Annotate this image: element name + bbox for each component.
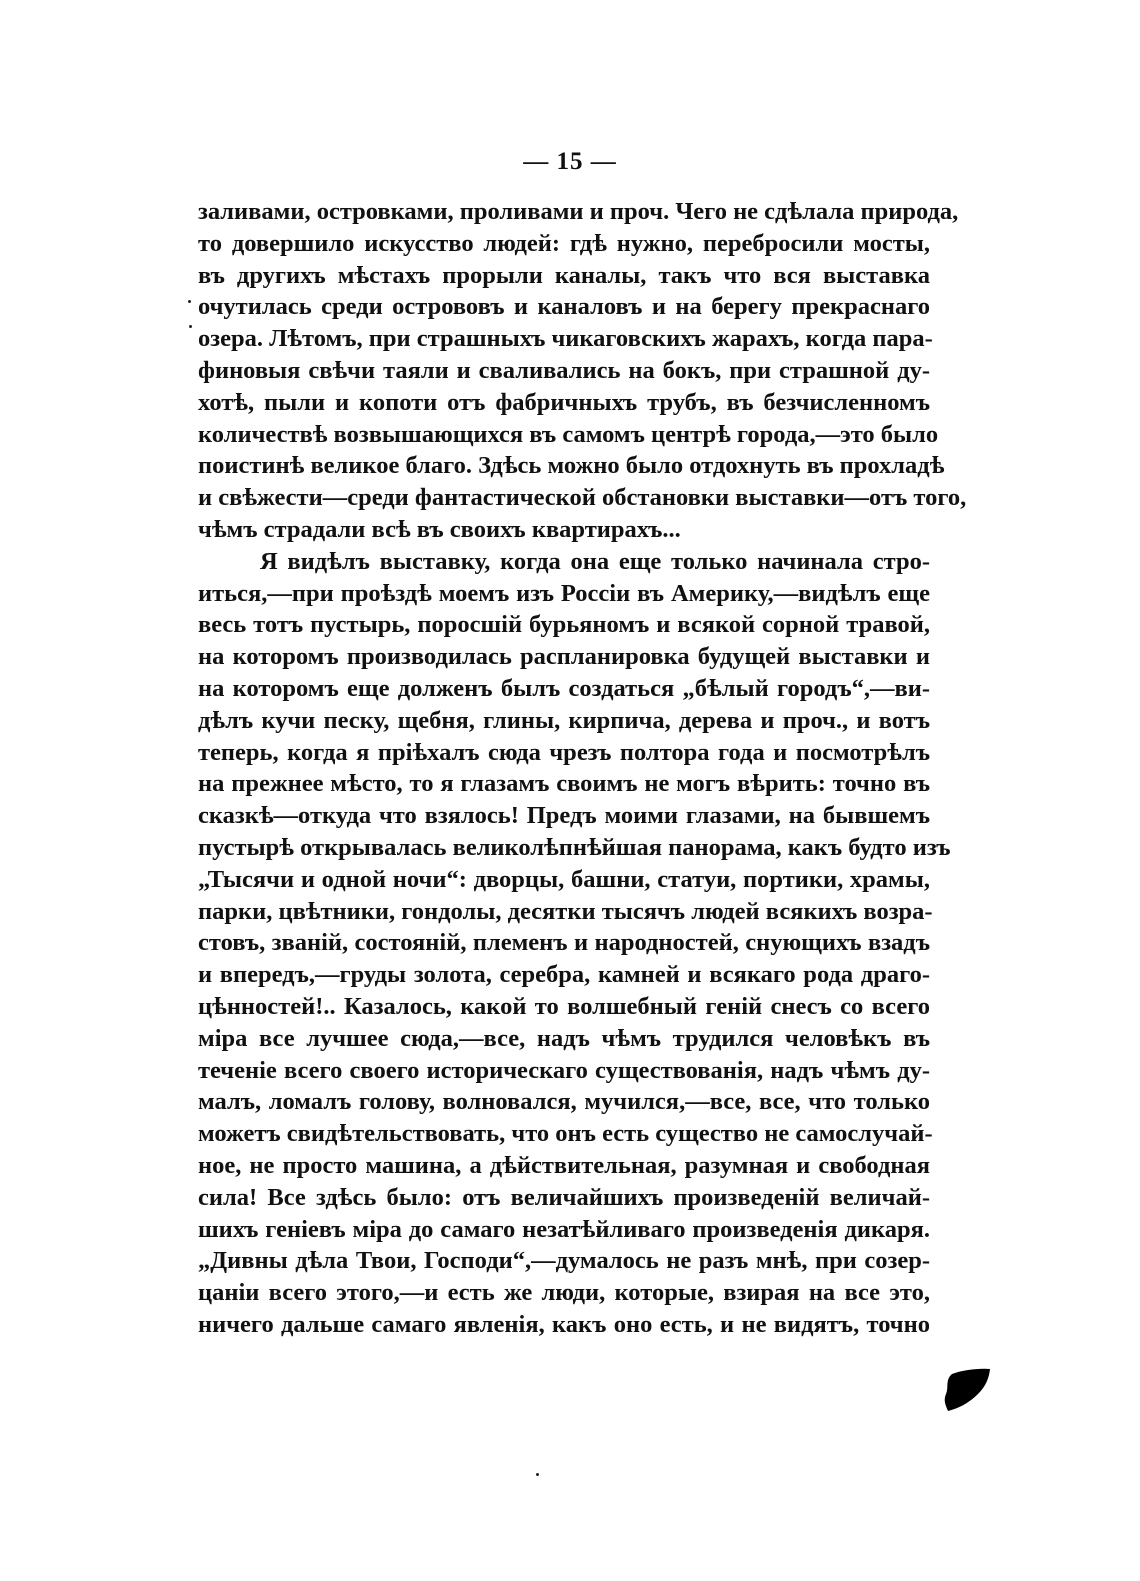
text-line: малъ, ломалъ голову, волновался, мучился,—все, все, что только [198,1088,930,1116]
paragraph-first-line: Я видѣлъ выставку, когда она еще только начинала стро- [260,547,930,575]
text-line: озера. Лѣтомъ, при страшныхъ чикаговскихъ жарахъ, когда пара- [198,325,933,353]
text-line: поистинѣ великое благо. Здѣсь можно было отдохнуть въ прохладѣ [198,452,945,480]
page-bottom-speck [536,1473,539,1476]
text-line: количествѣ возвышающихся въ самомъ центрѣ города,—это было [198,420,939,448]
text-line: и свѣжести—среди фантастической обстановки выставки—отъ того, [198,484,967,512]
text-line: заливами, островками, проливами и проч. Чего не сдѣлала природа, [198,198,959,225]
text-line: „Тысячи и одной ночи“: дворцы, башни, статуи, портики, храмы, [198,865,930,893]
text-line: въ другихъ мѣстахъ прорыли каналы, такъ что вся выставка [198,261,930,289]
paragraph-end-line: чѣмъ страдали всѣ въ своихъ квартирахъ... [198,515,681,543]
text-line: на которомъ производилась распланировка будущей выставки и [198,643,930,671]
margin-speck [189,325,192,328]
text-line: то довершило искусство людей: гдѣ нужно, перебросили мосты, [198,229,930,257]
text-line: на которомъ еще долженъ былъ создаться „бѣлый городъ“,—ви- [198,674,930,702]
text-line: и впередъ,—груды золота, серебра, камней и всякаго рода драго- [198,961,930,989]
text-line: пустырѣ открывалась великолѣпнѣйшая панорама, какъ будто изъ [198,833,951,861]
text-line: ничего дальше самаго явленія, какъ оно есть, и не видятъ, точно [198,1310,930,1338]
text-line: „Дивны дѣла Твои, Господи“,—думалось не разъ мнѣ, при созер- [198,1247,930,1275]
text-line: можетъ свидѣтельствовать, что онъ есть существо не самослучай- [198,1120,933,1148]
text-line: на прежнее мѣсто, то я глазамъ своимъ не могъ вѣрить: точно въ [198,770,930,798]
text-line: иться,—при проѣздѣ моемъ изъ Россіи въ Америку,—видѣлъ еще [198,579,930,607]
text-line: очутилась среди острововъ и каналовъ и на берегу прекраснаго [198,293,930,321]
text-line: теперь, когда я пріѣхалъ сюда чрезъ полтора года и посмотрѣлъ [198,738,930,766]
body-text [198,196,967,1341]
text-line: сказкѣ—откуда что взялось! Предъ моими глазами, на бывшемъ [198,802,930,830]
text-line: шихъ геніевъ міра до самаго незатѣйливаго произведенія дикаря. [198,1215,930,1243]
text-line: цаніи всего этого,—и есть же люди, которые, взирая на все это, [198,1279,930,1307]
text-line: финовыя свѣчи таяли и сваливались на бокъ, при страшной ду- [198,356,930,384]
text-line: весь тотъ пустырь, поросшій бурьяномъ и всякой сорной травой, [198,611,930,639]
text-line: парки, цвѣтники, гондолы, десятки тысячъ людей всякихъ возра- [198,897,933,925]
page-number: — 15 — [523,148,617,175]
text-line: міра все лучшее сюда,—все, надъ чѣмъ трудился человѣкъ въ [198,1024,930,1052]
text-line: дѣлъ кучи песку, щебня, глины, кирпича, дерева и проч., и вотъ [198,706,930,734]
margin-speck [188,300,191,303]
text-line: цѣнностей!.. Казалось, какой то волшебный геній снесъ со всего [198,992,930,1020]
text-line: хотѣ, пыли и копоти отъ фабричныхъ трубъ, въ безчисленномъ [198,388,930,416]
text-line: теченіе всего своего историческаго существованія, надъ чѣмъ ду- [198,1056,930,1084]
text-line: стовъ, званій, состояній, племенъ и народностей, снующихъ взадъ [198,929,930,957]
text-line: ное, не просто машина, а дѣйствительная, разумная и свободная [198,1151,930,1179]
text-line: сила! Все здѣсь было: отъ величайшихъ произведеній величай- [198,1183,930,1211]
ink-blot [940,1368,994,1412]
